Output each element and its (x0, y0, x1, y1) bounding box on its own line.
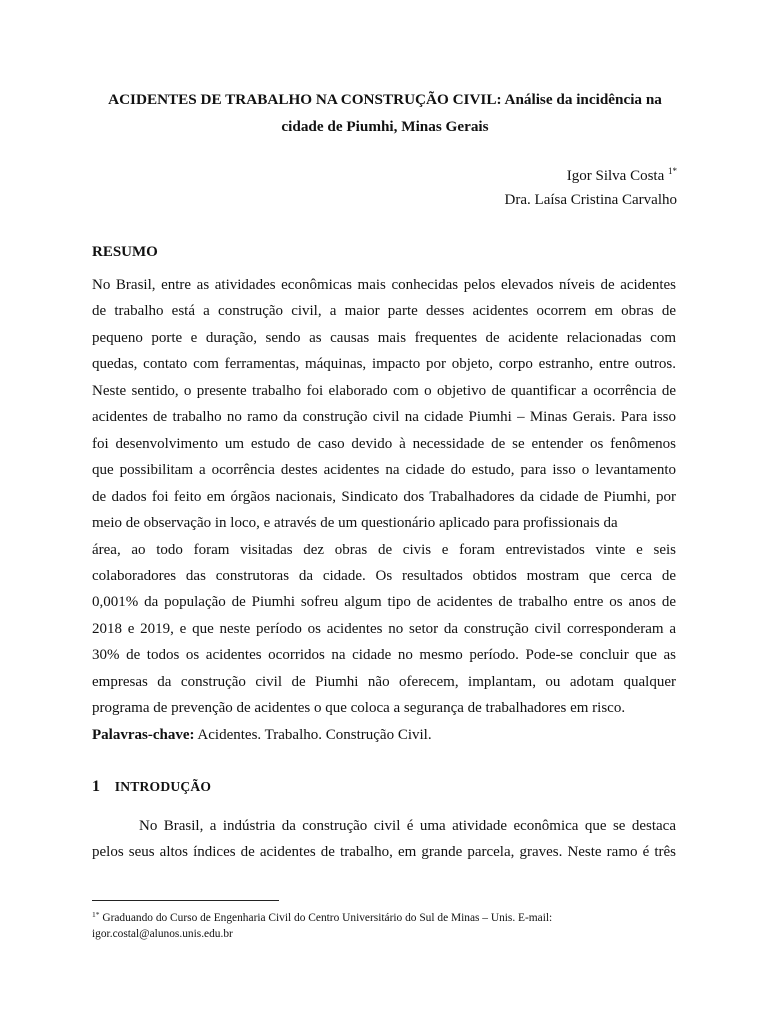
abstract-line: empresas da construção civil de Piumhi não oferecem, implantam, ou adotam qualquer (92, 673, 676, 690)
author-name: Dra. Laísa Cristina Carvalho (504, 192, 677, 208)
abstract-line: área, ao todo foram visitadas dez obras de civis e foram entrevistados vinte e seis (92, 541, 676, 558)
author-footnote-mark: 1* (668, 166, 677, 176)
section-title: INTRODUÇÃO (114, 779, 212, 794)
abstract-line: No Brasil, entre as atividades econômicas mais conhecidas pelos elevados níveis de acidentes (92, 277, 676, 293)
introduction-line: No Brasil, a indústria da construção civil é uma atividade econômica que se destaca (139, 818, 676, 834)
abstract-line: colaboradores das construtoras da cidade. Os resultados obtidos mostram que cerca de (92, 567, 676, 584)
abstract-line: de trabalho está a construção civil, a maior parte desses acidentes ocorrem em obras de (92, 303, 676, 320)
abstract-line: pequeno porte e duração, sendo as causas mais frequentes de acidente relacionadas com (92, 329, 676, 346)
abstract-paragraph (92, 272, 676, 722)
footnote (92, 907, 682, 942)
abstract-line: 2018 e 2019, e que neste período os acidentes no setor da construção civil corresponderam a (92, 620, 676, 637)
footnote-email: igor.costal@alunos.unis.edu.br (92, 927, 233, 940)
abstract-line: acidentes de trabalho no ramo da construção civil na cidade Piumhi – Minas Gerais. Para isso (92, 409, 676, 426)
abstract-line: de dados foi feito em órgãos nacionais, Sindicato dos Trabalhadores da cidade de Piumhi, por (92, 488, 676, 505)
abstract-line: meio de observação in loco, e através de um questionário aplicado para profissionais da (92, 515, 618, 532)
abstract-heading: RESUMO (92, 244, 158, 260)
footnote-text: Graduando do Curso de Engenharia Civil do Centro Universitário do Sul de Minas – Unis. E-mail: (102, 912, 553, 924)
author-2 (505, 192, 677, 209)
keywords-label: Palavras-chave: (92, 726, 195, 743)
abstract-body (92, 272, 676, 748)
abstract-line: programa de prevenção de acidentes o que coloca a segurança de trabalhadores em risco. (92, 700, 626, 717)
author-name: Igor Silva Costa (566, 168, 665, 184)
introduction-paragraph (92, 813, 676, 866)
introduction-line: pelos seus altos índices de acidentes de trabalho, em grande parcela, graves. Neste ramo é três (92, 844, 676, 861)
abstract-line: quedas, contato com ferramentas, máquinas, impacto por objeto, corpo estranho, entre outros. (92, 356, 676, 373)
abstract-line: 0,001% da população de Piumhi sofreu algum tipo de acidentes de trabalho entre os anos de (92, 594, 676, 611)
keywords-text: Acidentes. Trabalho. Construção Civil. (197, 726, 432, 743)
footnote-separator (92, 900, 279, 901)
section-number: 1 (92, 778, 100, 795)
footnote-mark: 1* (92, 910, 100, 919)
abstract-line: que possibilitam a ocorrência destes acidentes na cidade do estudo, para isso o levantamento (92, 462, 676, 479)
abstract-line: 30% de todos os acidentes ocorridos na cidade no mesmo período. Pode-se concluir que as (92, 647, 676, 664)
paper-title: ACIDENTES DE TRABALHO NA CONSTRUÇÃO CIVIL: Análise da incidência na cidade de Piumhi, Minas Gerais (108, 91, 662, 135)
abstract-line: foi desenvolvimento um estudo de caso devido à necessidade de se entender os fenômenos (92, 435, 676, 452)
introduction-body (92, 813, 676, 866)
abstract-line: Neste sentido, o presente trabalho foi elaborado com o objetivo de quantificar a ocorrência de (92, 382, 676, 399)
keywords-line (92, 722, 676, 748)
section-heading (92, 778, 211, 796)
author-1 (567, 166, 677, 185)
